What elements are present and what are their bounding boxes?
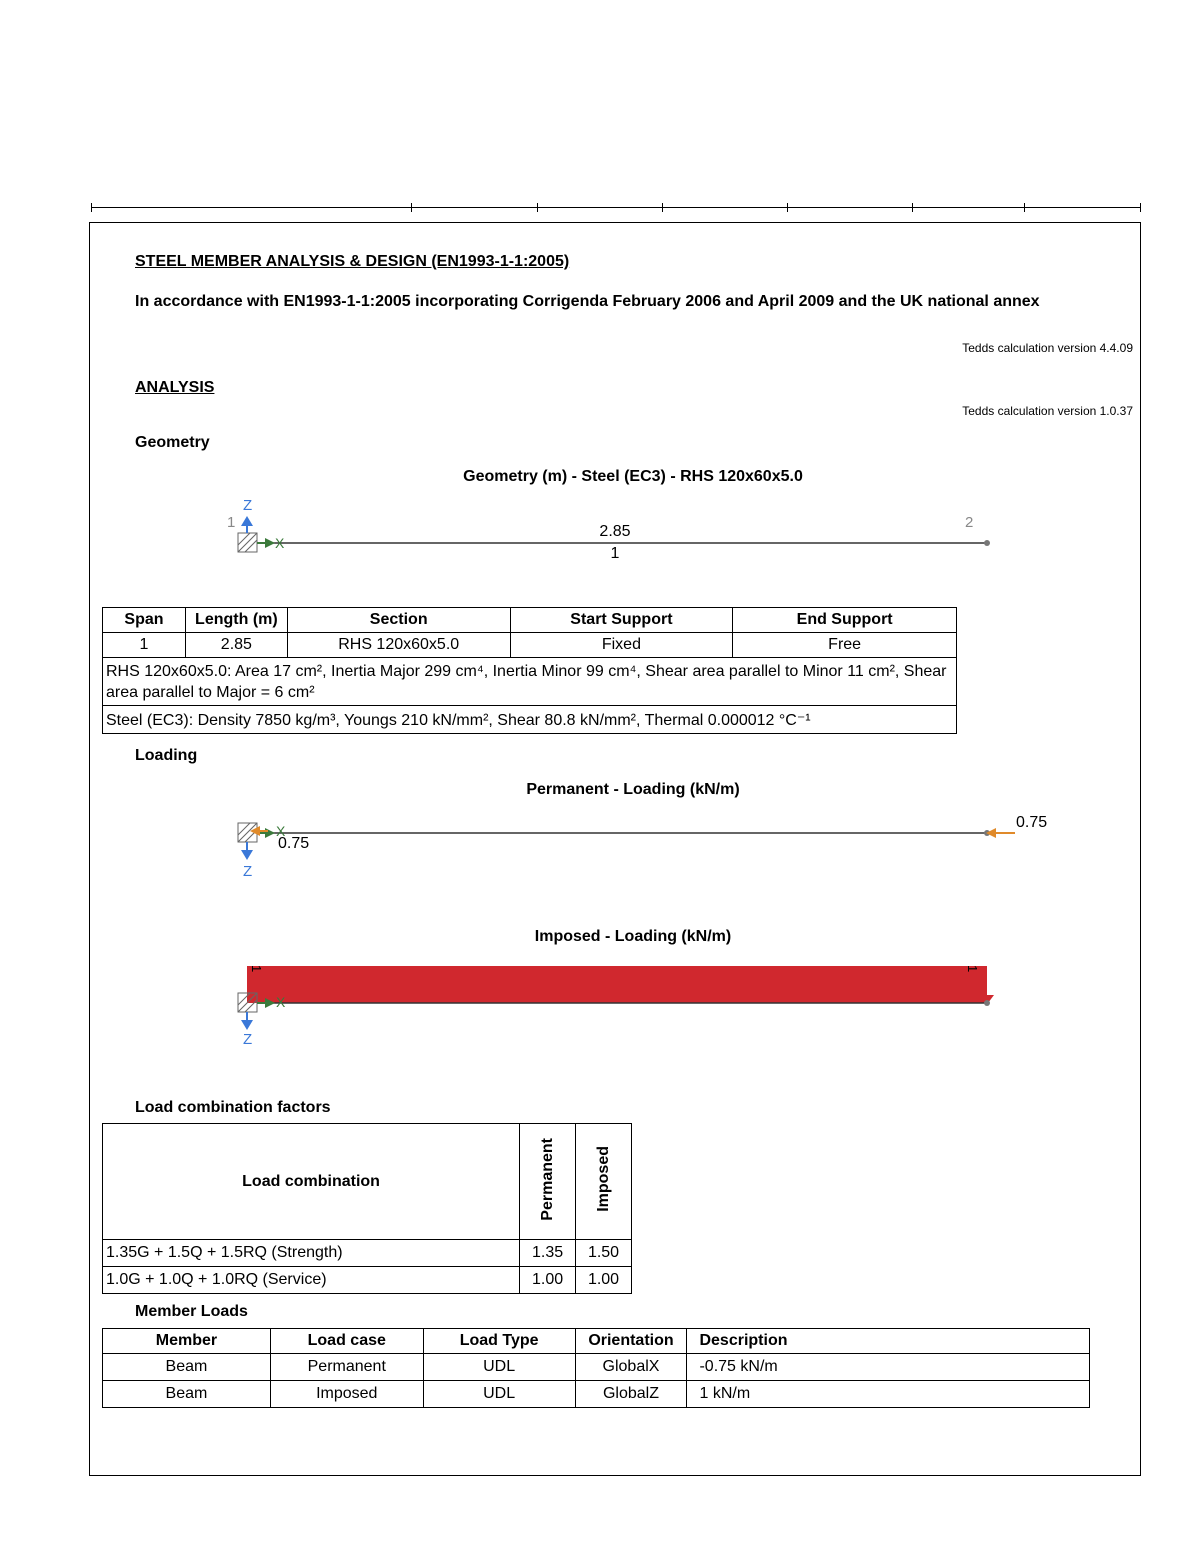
column-header: Load Type [423, 1329, 575, 1354]
table-cell: RHS 120x60x5.0 [287, 633, 510, 658]
geometry-table [102, 607, 957, 734]
column-header [576, 1124, 632, 1240]
member-loads-heading: Member Loads [135, 1303, 248, 1320]
column-header: Description [687, 1329, 1090, 1354]
document-subtitle: In accordance with EN1993-1-1:2005 incorporating Corrigenda February 2006 and April 2009 and the UK national annex [135, 293, 1040, 310]
x-axis-label: X [275, 535, 285, 551]
table-cell: 1.35 [520, 1240, 576, 1267]
z-axis-label: Z [243, 863, 253, 880]
rule-tick [91, 203, 92, 212]
column-header: Load combination [103, 1124, 520, 1240]
table-row [103, 1267, 632, 1294]
z-axis-arrow-icon [241, 516, 253, 533]
load-arrow-end-icon [986, 828, 1015, 838]
fixed-support-icon [238, 993, 257, 1012]
node-2-label: 2 [965, 514, 974, 531]
column-header: Span [103, 608, 186, 633]
permanent-header-label: Permanent [538, 1137, 556, 1221]
rule-tick [1140, 203, 1141, 212]
imposed-header-label: Imposed [594, 1146, 612, 1212]
node-1-label: 1 [227, 514, 236, 531]
column-header: Start Support [510, 608, 733, 633]
permanent-load-diagram [220, 800, 1070, 885]
table-cell: GlobalZ [575, 1381, 687, 1408]
loading-heading: Loading [135, 747, 198, 764]
member-loads-table [102, 1328, 1090, 1408]
analysis-heading: ANALYSIS [135, 379, 215, 396]
table-cell: Fixed [510, 633, 733, 658]
rule-tick [912, 203, 913, 212]
table-cell: GlobalX [575, 1354, 687, 1381]
fixed-support-icon [238, 533, 257, 552]
rule-tick [662, 203, 663, 212]
table-cell: -0.75 kN/m [687, 1354, 1090, 1381]
geometry-diagram [220, 490, 1020, 570]
section-properties: RHS 120x60x5.0: Area 17 cm², Inertia Major 299 cm⁴, Inertia Minor 99 cm⁴, Shear area parallel to Minor 11 cm², Shear area parallel to Major = 6 cm² [103, 658, 957, 706]
table-cell: UDL [423, 1381, 575, 1408]
document-title: STEEL MEMBER ANALYSIS & DESIGN (EN1993-1-1:2005) [135, 253, 570, 270]
geometry-diagram-title: Geometry (m) - Steel (EC3) - RHS 120x60x5.0 [463, 468, 803, 485]
x-axis-label: X [276, 823, 286, 839]
table-cell: 1 [103, 633, 186, 658]
table-header-row [103, 608, 957, 633]
table-cell: 1.50 [576, 1240, 632, 1267]
rule-tick [537, 203, 538, 212]
table-cell: 1.00 [576, 1267, 632, 1294]
udl-load-block [247, 966, 987, 1003]
imposed-load-diagram [220, 950, 1020, 1050]
table-cell: 1.0G + 1.0Q + 1.0RQ (Service) [103, 1267, 520, 1294]
table-cell: 1.35G + 1.5Q + 1.5RQ (Strength) [103, 1240, 520, 1267]
x-axis-label: X [276, 994, 286, 1010]
start-load-value: 0.75 [278, 835, 310, 852]
column-header [520, 1124, 576, 1240]
column-header: Load case [270, 1329, 423, 1354]
end-load-value: 1 [965, 965, 980, 973]
imposed-diagram-title: Imposed - Loading (kN/m) [534, 928, 732, 945]
column-header: End Support [733, 608, 957, 633]
table-header-row [103, 1329, 1090, 1354]
rule-tick [411, 203, 412, 212]
start-load-value: 1 [249, 965, 264, 973]
end-load-value: 0.75 [1016, 814, 1048, 831]
table-row [103, 633, 957, 658]
z-axis-label: Z [243, 1031, 253, 1048]
combination-heading: Load combination factors [135, 1099, 331, 1116]
material-properties: Steel (EC3): Density 7850 kg/m³, Youngs 210 kN/mm², Shear 80.8 kN/mm², Thermal 0.000012 °C⁻¹ [103, 706, 957, 734]
table-row [103, 658, 957, 706]
table-cell: Beam [103, 1354, 271, 1381]
z-axis-arrow-icon [241, 842, 253, 860]
table-cell: 1.00 [520, 1267, 576, 1294]
column-header: Member [103, 1329, 271, 1354]
span-number-label: 1 [610, 545, 620, 562]
end-node [984, 1000, 990, 1006]
end-node [984, 540, 990, 546]
table-cell: Free [733, 633, 957, 658]
table-row [103, 1381, 1090, 1408]
table-header-row [103, 1124, 632, 1240]
load-combination-table [102, 1123, 632, 1294]
table-cell: Beam [103, 1381, 271, 1408]
table-cell: UDL [423, 1354, 575, 1381]
table-cell: 1 kN/m [687, 1381, 1090, 1408]
table-cell: Permanent [270, 1354, 423, 1381]
permanent-diagram-title: Permanent - Loading (kN/m) [526, 781, 740, 798]
header-rule [91, 207, 1141, 208]
x-axis-arrow-icon [257, 538, 275, 548]
z-axis-label: Z [243, 497, 253, 514]
calc-version: Tedds calculation version 1.0.37 [962, 404, 1133, 418]
table-row [103, 1354, 1090, 1381]
span-length-label: 2.85 [599, 523, 631, 540]
rule-tick [787, 203, 788, 212]
table-row [103, 706, 957, 734]
table-cell: Imposed [270, 1381, 423, 1408]
column-header: Orientation [575, 1329, 687, 1354]
column-header: Section [287, 608, 510, 633]
z-axis-arrow-icon [241, 1012, 253, 1030]
table-cell: 2.85 [185, 633, 287, 658]
geometry-heading: Geometry [135, 434, 210, 451]
table-row [103, 1240, 632, 1267]
calc-version: Tedds calculation version 4.4.09 [962, 341, 1133, 355]
column-header: Length (m) [185, 608, 287, 633]
rule-tick [1024, 203, 1025, 212]
